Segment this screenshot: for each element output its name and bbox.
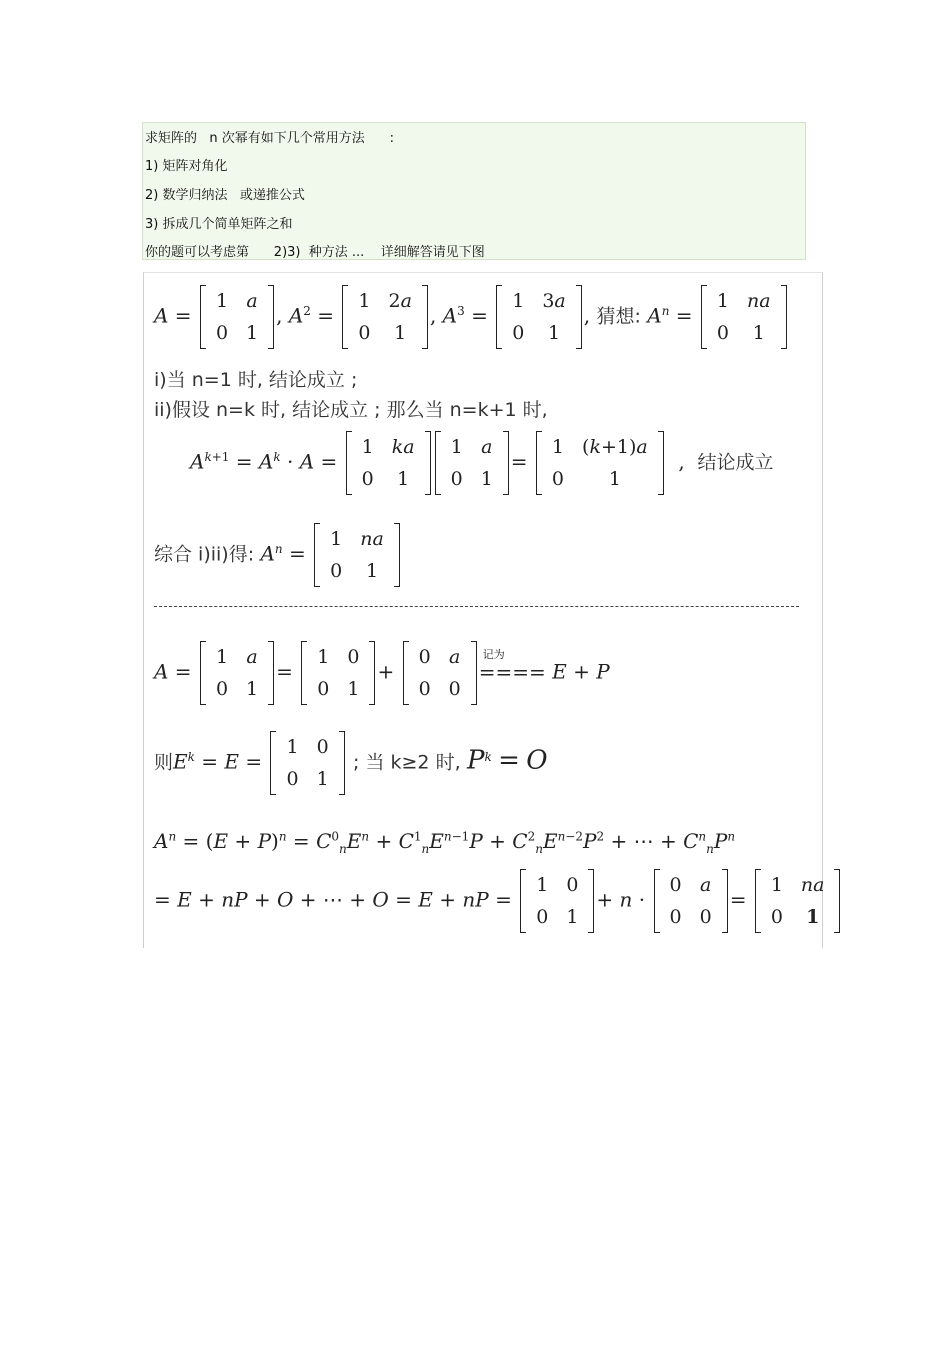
induction-step-1: i)当 n=1 时, 结论成立 ; xyxy=(154,369,358,391)
induction-step-2: ii)假设 n=k 时, 结论成立 ; 那么当 n=k+1 时, xyxy=(154,399,548,421)
guess-label: 猜想: xyxy=(596,305,641,328)
matrix-e3: 1 0 0 1 xyxy=(520,869,594,933)
matrix-an-final: 1 na 0 1 xyxy=(755,869,841,933)
matrix-p2: 0 a 0 0 xyxy=(654,869,728,933)
matrix-a: 1 a 0 1 xyxy=(200,285,274,349)
when-label: ; 当 k≥2 时, xyxy=(353,751,461,774)
note-label: 记为 xyxy=(482,647,505,661)
matrix-ak1: 1 (k+1)a 0 1 xyxy=(536,431,664,495)
matrix-p: 0 a 0 0 xyxy=(403,641,477,705)
matrix-e2: 1 0 0 1 xyxy=(270,731,344,795)
section-divider xyxy=(154,606,799,607)
combine-label: 综合 i)ii)得: xyxy=(154,543,255,566)
matrix-ak: 1 ka 0 1 xyxy=(346,431,431,495)
power-e-equation: 则$E^k = E$ = 1 0 0 1 ; 当 k≥2 时, $P^k = O$ xyxy=(154,731,548,795)
intro-box xyxy=(142,122,806,260)
final-equation: = E + nP + O + ⋯ + O = E + nP = 1 0 0 1 + n · 0 a 0 0 = 1 na 0 1 xyxy=(154,869,842,933)
matrix-a-dec: 1 a 0 1 xyxy=(200,641,274,705)
matrix-a-factor: 1 a 0 1 xyxy=(435,431,509,495)
matrix-e: 1 0 0 1 xyxy=(301,641,375,705)
induction-equation: $A^{k+1} = A^k \cdot A$ = 1 ka 0 1 1 a 0 1 = 1 (k+1)a 0 1 , 结论成立 xyxy=(190,431,774,495)
then-label: 则 xyxy=(154,751,174,774)
intro-line: 1) 矩阵对角化 xyxy=(145,159,228,174)
intro-line: 2) 数学归纳法 或递推公式 xyxy=(145,188,305,203)
intro-line: 3) 拆成几个简单矩阵之和 xyxy=(145,217,293,232)
combine-equation: 综合 i)ii)得: $A^n$ = 1 na 0 1 xyxy=(154,523,402,587)
binomial-expansion: $A^n = (E + P)^n = C^0_nE^n + C^1_nE^{n-1}P + C^2_nE^{n-2}P^2$ + ⋯ + $C^n_nP^n$ xyxy=(154,829,736,856)
powers-equation: A = 1 a 0 1 , $A^2$ = 1 2a 0 1 , $A^3$ = 1 3a 0 1 , 猜想: $A^n$ = 1 na 0 1 xyxy=(154,285,789,349)
matrix-an-result: 1 na 0 1 xyxy=(314,523,400,587)
matrix-an-guess: 1 na 0 1 xyxy=(701,285,787,349)
intro-line: 你的题可以考虑第 2)3) 种方法 ... 详细解答请见下图 xyxy=(145,245,485,260)
step2-conclusion: 结论成立 xyxy=(697,451,774,474)
matrix-a3: 1 3a 0 1 xyxy=(496,285,582,349)
intro-line: 求矩阵的 n 次幂有如下几个常用方法 : xyxy=(145,131,394,146)
matrix-a2: 1 2a 0 1 xyxy=(342,285,428,349)
decomposition-equation: A = 1 a 0 1 = 1 0 0 1 + 0 a 0 0 记为 ==== E + P xyxy=(154,641,610,705)
solution-figure xyxy=(143,272,823,948)
